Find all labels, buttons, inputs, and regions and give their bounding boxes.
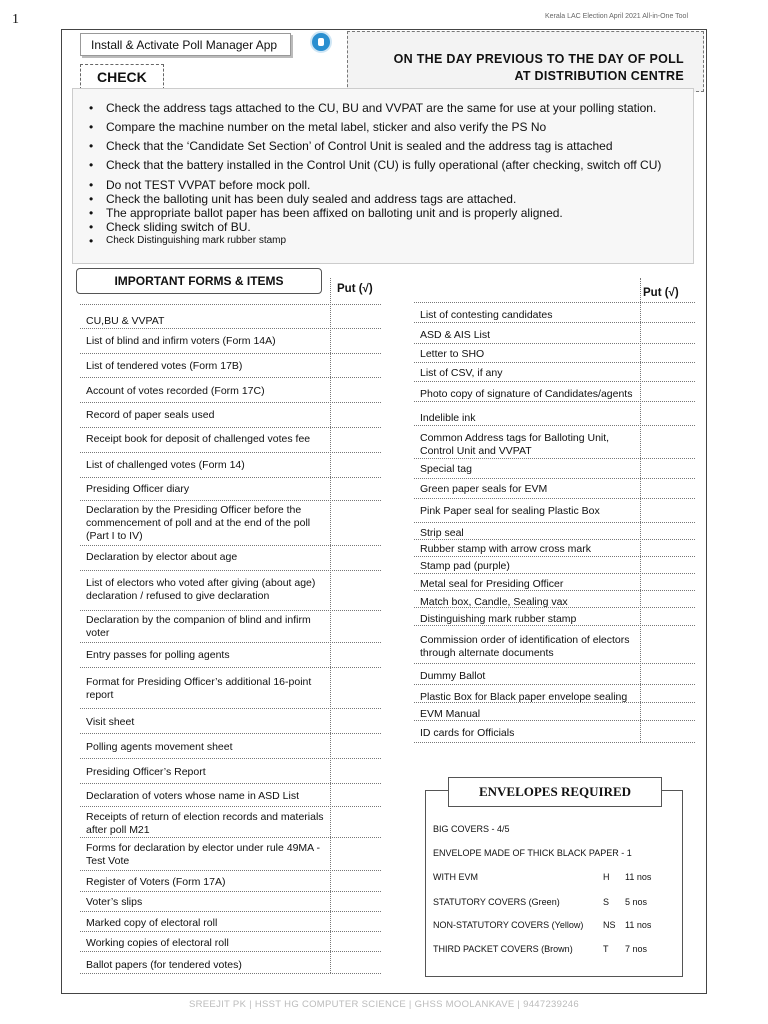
row-divider — [414, 573, 695, 574]
check-item: • Check sliding switch of BU. — [88, 220, 688, 234]
put-checkbox[interactable] — [642, 364, 693, 379]
check-item: • Check the address tags attached to the CU, BU and VVPAT are the same for use at your polling station. — [88, 101, 688, 115]
row-divider — [80, 891, 381, 892]
put-checkbox[interactable] — [642, 480, 693, 496]
check-item: • Compare the machine number on the metal label, sticker and also verify the PS No — [88, 120, 688, 134]
checklist-item: Commission order of identification of electors through alternate documents — [420, 634, 630, 659]
envelope-code: S — [603, 897, 610, 907]
put-checkbox[interactable] — [332, 612, 379, 640]
put-checkbox[interactable] — [332, 379, 379, 400]
checklist-item: Indelible ink — [420, 412, 476, 424]
put-checkbox[interactable] — [332, 669, 379, 706]
row-divider — [80, 733, 381, 734]
envelope-label: THIRD PACKET COVERS (Brown) — [433, 944, 573, 954]
check-item: • The appropriate ballot paper has been affixed on balloting unit and is properly aligned. — [88, 206, 688, 220]
checklist-item: Marked copy of electoral roll — [86, 917, 218, 929]
row-divider — [80, 427, 381, 428]
checklist-item: Polling agents movement sheet — [86, 741, 233, 753]
header-note: Kerala LAC Election April 2021 All-in-One Tool — [544, 13, 688, 20]
footer: SREEJIT PK | HSST HG COMPUTER SCIENCE | GHSS MOOLANKAVE | 9447239246 — [189, 999, 579, 1010]
check-item: • Check Distinguishing mark rubber stamp — [88, 234, 688, 248]
checklist-item: CU,BU & VVPAT — [86, 315, 165, 327]
heading-line-2: AT DISTRIBUTION CENTRE — [514, 69, 684, 83]
checklist-item: Rubber stamp with arrow cross mark — [420, 543, 591, 555]
row-divider — [80, 328, 381, 329]
put-checkbox[interactable] — [642, 345, 693, 360]
checklist-item: Format for Presiding Officer’s additional 16-point report — [86, 676, 312, 701]
row-divider — [414, 458, 695, 459]
row-divider — [80, 951, 381, 952]
checklist-item: Dummy Ballot — [420, 670, 486, 682]
put-checkbox[interactable] — [642, 686, 693, 700]
checklist-item: EVM Manual — [420, 708, 481, 720]
row-divider — [80, 973, 381, 974]
checklist-item: List of contesting candidates — [420, 309, 553, 321]
put-checkbox[interactable] — [332, 355, 379, 375]
put-header-left: Put (√) — [337, 283, 373, 295]
checklist-item: Presiding Officer’s Report — [86, 766, 206, 778]
envelope-label: STATUTORY COVERS (Green) — [433, 897, 560, 907]
checklist-item: Metal seal for Presiding Officer — [420, 578, 564, 590]
put-checkbox[interactable] — [642, 324, 693, 341]
row-divider — [80, 500, 381, 501]
checklist-item: Common Address tags for Balloting Unit, Control Unit and VVPAT — [420, 432, 610, 457]
row-divider — [414, 343, 695, 344]
put-checkbox[interactable] — [332, 404, 379, 425]
put-checkbox[interactable] — [642, 524, 693, 537]
row-divider — [80, 837, 381, 838]
checklist-item: Plastic Box for Black paper envelope sealing — [420, 691, 628, 703]
check-label: CHECK — [80, 64, 164, 90]
column-divider — [640, 278, 641, 742]
put-checkbox[interactable] — [642, 665, 693, 682]
checklist-item: Forms for declaration by elector under rule 49MA - Test Vote — [86, 842, 321, 867]
row-divider — [80, 667, 381, 668]
put-checkbox[interactable] — [642, 541, 693, 554]
checklist-item: Visit sheet — [86, 716, 135, 728]
heading-line-1: ON THE DAY PREVIOUS TO THE DAY OF POLL — [393, 52, 684, 66]
row-divider — [80, 353, 381, 354]
checklist-item: ASD & AIS List — [420, 329, 491, 341]
envelope-qty: 11 nos — [625, 872, 652, 882]
put-checkbox[interactable] — [332, 710, 379, 731]
row-divider — [414, 425, 695, 426]
envelope-label: WITH EVM — [433, 872, 478, 882]
put-checkbox[interactable] — [332, 547, 379, 568]
envelope-code: H — [603, 872, 610, 882]
checklist-item: Declaration by the Presiding Officer before the commencement of poll and at the end of the poll (Part I to IV) — [86, 504, 311, 542]
big-covers-text: BIG COVERS - 4/5 — [433, 824, 510, 834]
checklist-item: Presiding Officer diary — [86, 483, 190, 495]
row-divider — [414, 663, 695, 664]
put-checkbox[interactable] — [332, 479, 379, 498]
checklist-item: Photo copy of signature of Candidates/agents — [420, 388, 633, 400]
put-checkbox[interactable] — [332, 572, 379, 608]
put-checkbox[interactable] — [332, 760, 379, 781]
put-checkbox[interactable] — [332, 872, 379, 889]
checklist-item: List of blind and infirm voters (Form 14A) — [86, 335, 276, 347]
row-divider — [80, 402, 381, 403]
checklist-item: Stamp pad (purple) — [420, 560, 510, 572]
row-divider — [414, 302, 695, 303]
checklist-item: Ballot papers (for tendered votes) — [86, 959, 242, 971]
put-checkbox[interactable] — [642, 722, 693, 740]
put-checkbox[interactable] — [332, 953, 379, 971]
poll-manager-app-button[interactable]: Install & Activate Poll Manager App — [80, 33, 291, 56]
put-checkbox[interactable] — [332, 306, 379, 326]
checklist-item: Declaration by the companion of blind and infirm voter — [86, 614, 311, 639]
put-checkbox[interactable] — [332, 330, 379, 351]
row-divider — [80, 377, 381, 378]
row-divider — [414, 742, 695, 743]
checklist-item: Letter to SHO — [420, 348, 485, 360]
checklist-item: Declaration by elector about age — [86, 551, 238, 563]
checklist-item: Voter’s slips — [86, 896, 143, 908]
row-divider — [414, 556, 695, 557]
row-divider — [80, 452, 381, 453]
row-divider — [80, 610, 381, 611]
put-header-right: Put (√) — [643, 287, 679, 299]
row-divider — [414, 362, 695, 363]
put-checkbox[interactable] — [332, 933, 379, 949]
put-checkbox[interactable] — [642, 592, 693, 605]
checklist-item: Green paper seals for EVM — [420, 483, 548, 495]
put-checkbox[interactable] — [332, 839, 379, 868]
put-checkbox[interactable] — [642, 704, 693, 718]
put-checkbox[interactable] — [332, 454, 379, 475]
checklist-item: Working copies of electoral roll — [86, 937, 229, 949]
envelope-qty: 5 nos — [625, 897, 648, 907]
envelope-code: T — [603, 944, 609, 954]
envelope-qty: 7 nos — [625, 944, 648, 954]
checklist-item: Record of paper seals used — [86, 409, 215, 421]
check-item: • Check that the battery installed in the Control Unit (CU) is fully operational (after checking, switch off CU) — [88, 158, 688, 172]
row-divider — [414, 522, 695, 523]
put-checkbox[interactable] — [332, 913, 379, 929]
row-divider — [80, 911, 381, 912]
put-checkbox[interactable] — [332, 808, 379, 835]
check-item: • Check the balloting unit has been duly sealed and address tags are attached. — [88, 192, 688, 206]
row-divider — [414, 401, 695, 402]
row-divider — [80, 931, 381, 932]
checklist-item: Pink Paper seal for sealing Plastic Box — [420, 505, 600, 517]
forms-title: IMPORTANT FORMS & ITEMS — [76, 268, 322, 294]
checklist-item: Register of Voters (Form 17A) — [86, 876, 226, 888]
election-logo-icon — [310, 31, 332, 53]
put-checkbox[interactable] — [642, 383, 693, 399]
row-divider — [80, 708, 381, 709]
put-checkbox[interactable] — [332, 429, 379, 450]
row-divider — [80, 477, 381, 478]
row-divider — [80, 642, 381, 643]
checks-list — [88, 101, 688, 248]
put-checkbox[interactable] — [642, 609, 693, 623]
put-checkbox[interactable] — [642, 627, 693, 661]
envelope-label: NON-STATUTORY COVERS (Yellow) — [433, 920, 584, 930]
black-paper-text: ENVELOPE MADE OF THICK BLACK PAPER - 1 — [433, 848, 632, 858]
put-checkbox[interactable] — [332, 502, 379, 543]
row-divider — [80, 545, 381, 546]
column-divider — [330, 278, 331, 973]
page-number: 1 — [12, 12, 19, 27]
checklist-item: Special tag — [420, 463, 472, 475]
check-item: • Do not TEST VVPAT before mock poll. — [88, 178, 688, 192]
envelope-code: NS — [603, 920, 616, 930]
row-divider — [80, 806, 381, 807]
put-checkbox[interactable] — [642, 500, 693, 520]
checklist-item: ID cards for Officials — [420, 727, 515, 739]
put-checkbox[interactable] — [642, 460, 693, 476]
put-checkbox[interactable] — [642, 575, 693, 588]
envelopes-title: ENVELOPES REQUIRED — [448, 777, 662, 807]
checklist-item: Receipts of return of election records and materials after poll M21 — [86, 811, 324, 836]
row-divider — [414, 381, 695, 382]
checklist-item: Strip seal — [420, 527, 464, 539]
row-divider — [414, 498, 695, 499]
checklist-item: List of CSV, if any — [420, 367, 503, 379]
checklist-item: Match box, Candle, Sealing vax — [420, 596, 568, 608]
checklist-item: Entry passes for polling agents — [86, 649, 230, 661]
checklist-item: List of electors who voted after giving (about age) declaration / refused to give declaration — [86, 577, 316, 602]
check-item: • Check that the ‘Candidate Set Section’ of Control Unit is sealed and the address tag is attached — [88, 139, 688, 153]
row-divider — [80, 783, 381, 784]
envelope-qty: 11 nos — [625, 920, 652, 930]
put-checkbox[interactable] — [642, 403, 693, 423]
row-divider — [80, 758, 381, 759]
row-divider — [80, 870, 381, 871]
checklist-item: Receipt book for deposit of challenged votes fee — [86, 433, 311, 445]
put-checkbox[interactable] — [642, 558, 693, 571]
row-divider — [80, 570, 381, 571]
checklist-item: Declaration of voters whose name in ASD List — [86, 790, 300, 802]
put-checkbox[interactable] — [332, 644, 379, 665]
put-checkbox[interactable] — [332, 893, 379, 909]
checklist-item: List of tendered votes (Form 17B) — [86, 360, 243, 372]
put-checkbox[interactable] — [642, 427, 693, 456]
row-divider — [414, 478, 695, 479]
checklist-item: List of challenged votes (Form 14) — [86, 459, 245, 471]
put-checkbox[interactable] — [332, 785, 379, 804]
put-checkbox[interactable] — [642, 304, 693, 320]
row-divider — [414, 684, 695, 685]
checklist-item: Account of votes recorded (Form 17C) — [86, 385, 265, 397]
row-divider — [80, 304, 381, 305]
put-checkbox[interactable] — [332, 735, 379, 756]
checklist-item: Distinguishing mark rubber stamp — [420, 613, 577, 625]
row-divider — [414, 322, 695, 323]
